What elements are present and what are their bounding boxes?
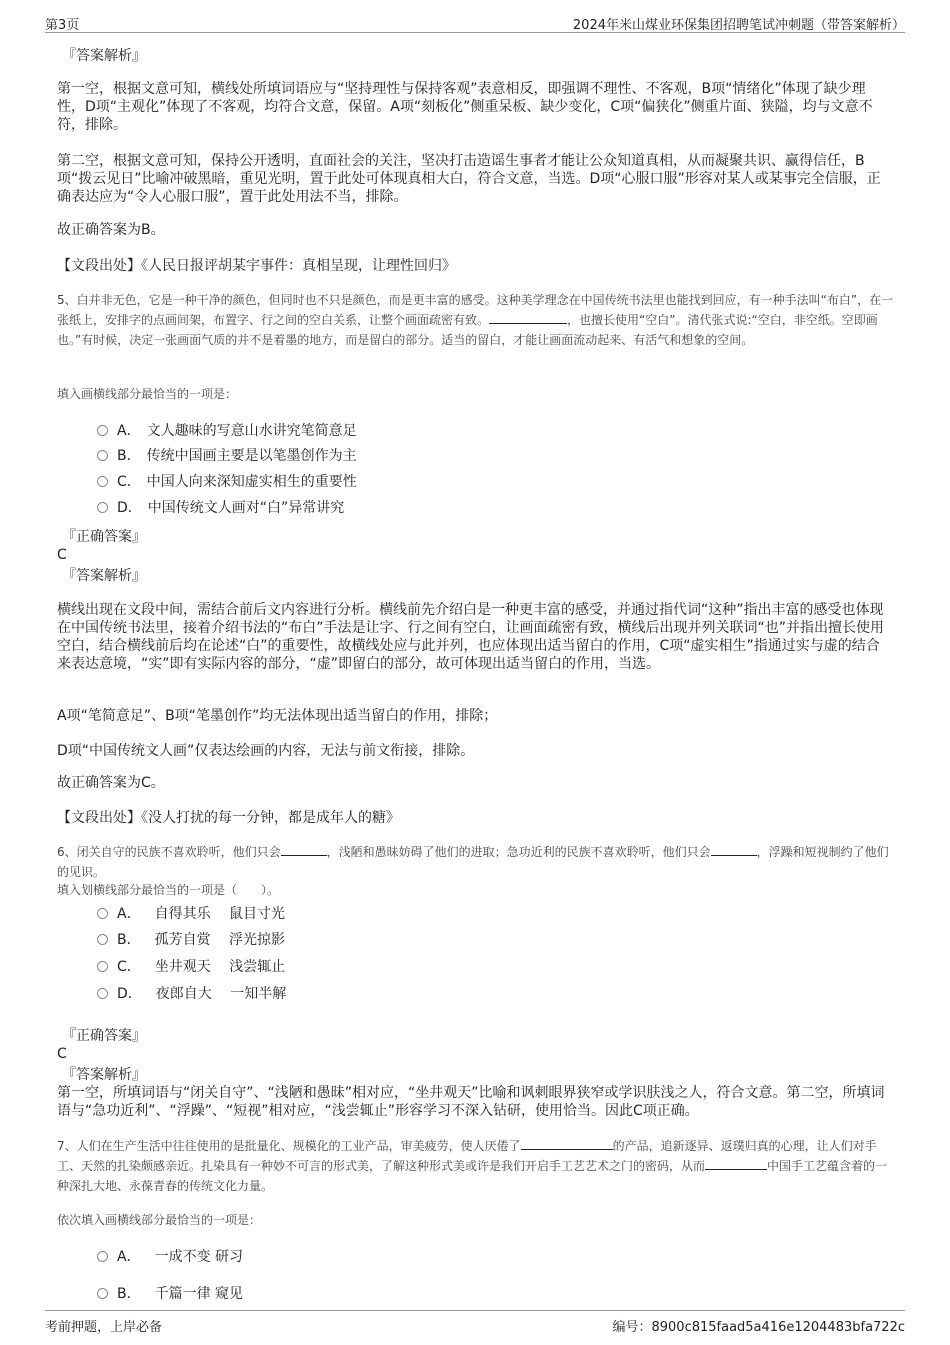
q4-conclusion: 故正确答案为B。 bbox=[57, 222, 165, 238]
q7-blank-1 bbox=[521, 1137, 613, 1150]
q6-analysis-tag: 『答案解析』 bbox=[62, 1067, 146, 1083]
q6-prompt: 填入划横线部分最恰当的一项是（ ）。 bbox=[57, 883, 280, 897]
q5-stem-part-b: ，也擅长使用“空白”。清代张式说:“空白，非空纸。空即画也。”有时候，决定一张画面气质的并不是着墨的地方，而是留白的部分。适当的留白，才能让画面流动起来、有活气和想象的空间。 bbox=[57, 313, 878, 347]
q6-stem bbox=[57, 842, 895, 882]
q5-stem-part-a: 5、白并非无色，它是一种干净的颜色，但同时也不只是颜色，而是更丰富的感受。这种美学理念在中国传统书法里也能找到回应，有一种手法叫“布白”，在一张纸上，安排字的点画间架，布置字、行之间的空白关系，让整个画面疏密有致。 bbox=[57, 293, 894, 327]
q5-option-a[interactable]: A． 文人趣味的写意山水讲究笔简意足 bbox=[97, 422, 357, 440]
q4-analysis-p2: 第二空，根据文意可知，保持公开透明，直面社会的关注，坚决打击造谣生事者才能让公众知道真相，从而凝聚共识、赢得信任，B项“拨云见日”比喻冲破黑暗，重见光明，置于此处可体现真相大白，符合文意，当选。D项“心服口服”形容对某人或某事完全信服，正确表达应为“令人心服口服”，置于此处用法不当，排除。 bbox=[57, 153, 881, 205]
q5-stem bbox=[57, 290, 895, 350]
q6-stem-part-c: ，浮躁和短视制约了他们的见识。 bbox=[57, 845, 889, 879]
page-footer bbox=[45, 1310, 905, 1335]
radio-icon[interactable] bbox=[97, 961, 108, 972]
q5-answer: C bbox=[57, 547, 67, 563]
q6-analysis-p1: 第一空，所填词语与“闭关自守”、“浅陋和愚昧”相对应，“坐井观天”比喻和讽刺眼界狭窄或学识肤浅之人，符合文意。第二空，所填词语与“急功近利”、“浮躁”、“短视”相对应，“浅尝辄止”形容学习不深入钻研，使用恰当。因此C项正确。 bbox=[57, 1085, 885, 1119]
q5-option-b[interactable]: B． 传统中国画主要是以笔墨创作为主 bbox=[97, 447, 357, 465]
q6-stem-part-a: 6、闭关自守的民族不喜欢聆听，他们只会 bbox=[57, 845, 281, 859]
q7-stem-part-b: 的产品，追新逐异、返璞归真的心理，让人们对手工、天然的扎染颇感亲近。扎染具有一种妙不可言的形式美，了解这种形式美或许是我们开启手工艺艺术之门的密码，从而 bbox=[57, 1139, 877, 1173]
radio-icon[interactable] bbox=[97, 934, 108, 945]
q6-option-c[interactable]: C． 坐井观天 浅尝辄止 bbox=[97, 958, 285, 976]
radio-icon[interactable] bbox=[97, 988, 108, 999]
q7-stem-part-c: 中国手工艺蕴含着的一种深扎大地、永葆青春的传统文化力量。 bbox=[57, 1159, 888, 1193]
q7-option-b[interactable]: B． 千篇一律 窥见 bbox=[97, 1285, 243, 1303]
q5-answer-tag: 『正确答案』 bbox=[62, 529, 146, 545]
q6-option-a[interactable]: A． 自得其乐 鼠目寸光 bbox=[97, 905, 285, 923]
radio-icon[interactable] bbox=[97, 450, 108, 461]
radio-icon[interactable] bbox=[97, 908, 108, 919]
q7-stem-part-a: 7、人们在生产生活中往往使用的是批量化、规模化的工业产品，审美疲劳，使人厌倦了 bbox=[57, 1139, 521, 1153]
q5-option-d[interactable]: D． 中国传统文人画对“白”异常讲究 bbox=[97, 499, 344, 517]
q5-source: 【文段出处】《没人打扰的每一分钟，都是成年人的糖》 bbox=[57, 810, 400, 826]
q5-analysis-p3: D项“中国传统文人画”仅表达绘画的内容，无法与前文衔接，排除。 bbox=[57, 743, 475, 759]
radio-icon[interactable] bbox=[97, 425, 108, 436]
document-title: 2024年米山煤业环保集团招聘笔试冲刺题（带答案解析） bbox=[572, 18, 905, 33]
q5-analysis-p2: A项“笔简意足”、B项“笔墨创作”均无法体现出适当留白的作用，排除； bbox=[57, 708, 498, 724]
q6-stem-part-b: ，浅陋和愚昧妨碍了他们的进取；急功近利的民族不喜欢聆听，他们只会 bbox=[326, 845, 711, 859]
q6-answer-tag: 『正确答案』 bbox=[62, 1028, 146, 1044]
q6-blank-1 bbox=[281, 843, 327, 856]
q4-analysis-tag: 『答案解析』 bbox=[62, 48, 146, 64]
page-number: 第3页 bbox=[45, 18, 80, 33]
radio-icon[interactable] bbox=[97, 502, 108, 513]
radio-icon[interactable] bbox=[97, 476, 108, 487]
radio-icon[interactable] bbox=[97, 1288, 108, 1299]
q5-conclusion: 故正确答案为C。 bbox=[57, 775, 165, 791]
document-id: 编号：8900c815faad5a416e1204483bfa722c bbox=[612, 1320, 905, 1335]
page-header bbox=[45, 10, 905, 33]
q4-analysis-p1: 第一空，根据文意可知，横线处所填词语应与“坚持理性与保持客观”表意相反，即强调不理性、不客观，B项“情绪化”体现了缺少理性，D项“主观化”体现了不客观，均符合文意，保留。A项“刻板化”侧重呆板、缺少变化，C项“偏狭化”侧重片面、狭隘，均与文意不符，排除。 bbox=[57, 81, 873, 133]
q6-option-b[interactable]: B． 孤芳自赏 浮光掠影 bbox=[97, 931, 285, 949]
q7-prompt: 依次填入画横线部分最恰当的一项是： bbox=[57, 1213, 262, 1227]
q7-option-a[interactable]: A． 一成不变 研习 bbox=[97, 1248, 243, 1266]
q5-option-c[interactable]: C． 中国人向来深知虚实相生的重要性 bbox=[97, 473, 357, 491]
q5-analysis-tag: 『答案解析』 bbox=[62, 568, 146, 584]
q6-blank-2 bbox=[711, 843, 757, 856]
q7-blank-2 bbox=[705, 1157, 767, 1170]
radio-icon[interactable] bbox=[97, 1251, 108, 1262]
q6-answer: C bbox=[57, 1046, 67, 1062]
q4-source: 【文段出处】《人民日报评胡某宇事件：真相呈现，让理性回归》 bbox=[57, 258, 456, 274]
q6-option-d[interactable]: D． 夜郎自大 一知半解 bbox=[97, 985, 286, 1003]
q5-prompt: 填入画横线部分最恰当的一项是： bbox=[57, 387, 238, 401]
footer-slogan: 考前押题，上岸必备 bbox=[45, 1320, 163, 1335]
q5-blank bbox=[489, 311, 567, 324]
q5-analysis-p1: 横线出现在文段中间，需结合前后文内容进行分析。横线前先介绍白是一种更丰富的感受，并通过指代词“这种”指出丰富的感受也体现在中国传统书法里，接着介绍书法的“布白”手法是让字、行之间有空白，让画面疏密有致，横线后出现并列关联词“也”并指出擅长使用空白，结合横线前后均在论述“白”的重要性，故横线处应与此并列，也应体现出适当留白的作用，C项“虚实相生”指通过实与虚的结合来表达意境，“实”即有实际内容的部分，“虚”即留白的部分，故可体现出适当留白的作用，当选。 bbox=[57, 602, 885, 672]
q7-stem bbox=[57, 1136, 895, 1196]
